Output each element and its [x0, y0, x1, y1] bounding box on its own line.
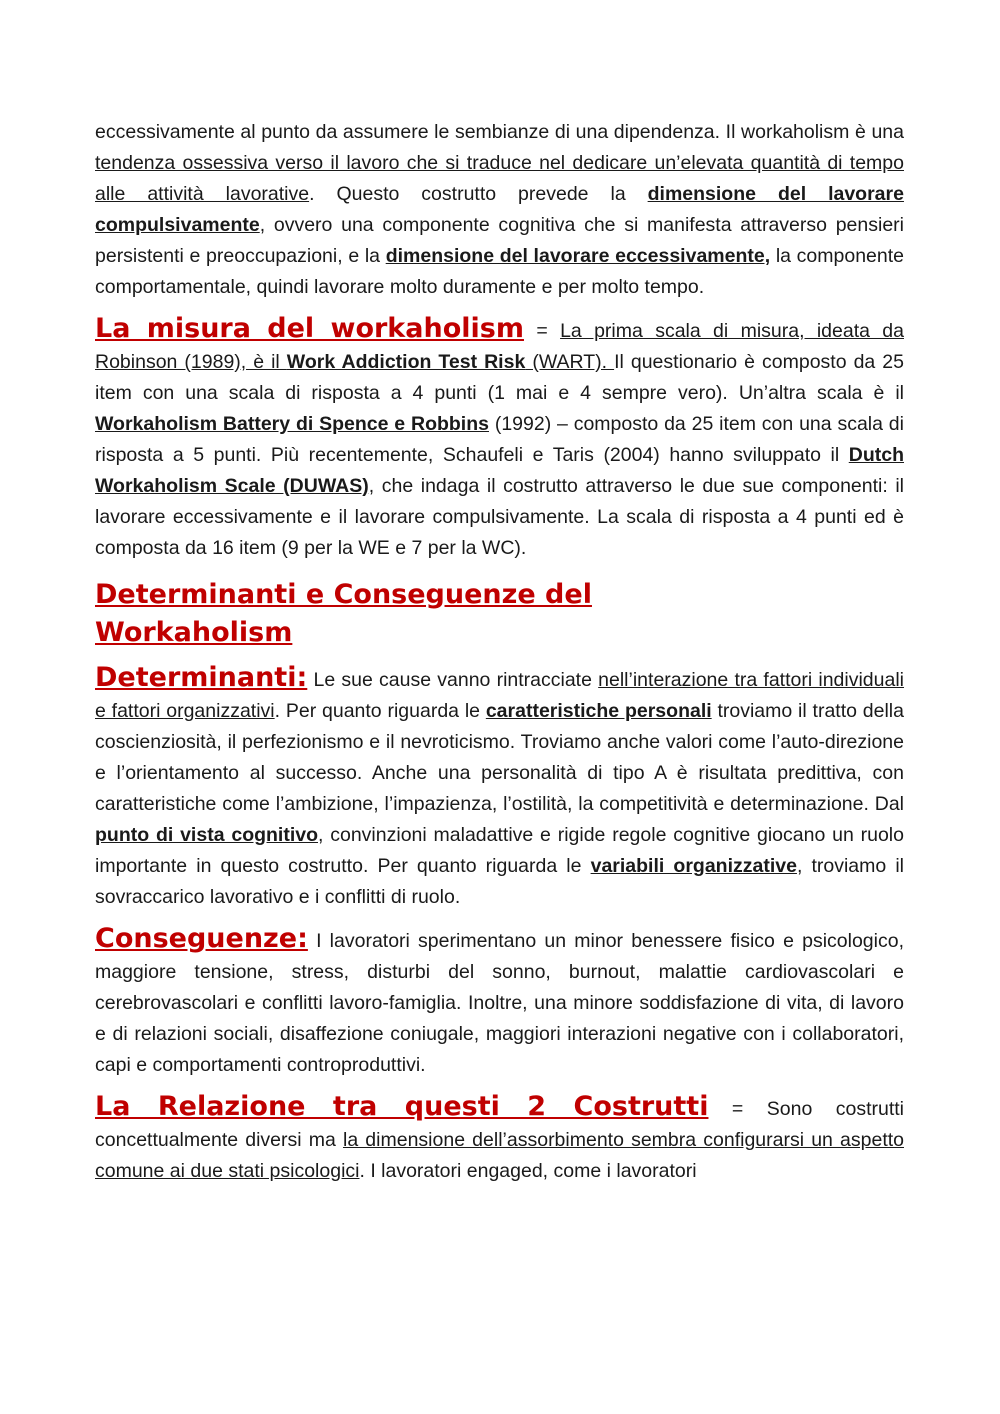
text-run: . I lavoratori engaged, come i lavoratori — [359, 1160, 697, 1182]
bold-underlined-term: dimensione del lavorare compulsivamente — [95, 183, 904, 236]
text-run: troviamo il tratto della coscienziosità, il perfezionismo e il nevroticismo. Troviamo anche valori come l’auto-direzione e l’orientamento al successo. Anche una personalità di tipo A è risultata predittiva, con caratteristiche come l’ambizione, l’impazienza, l’ostilità, la competitività e determinazione. Dal — [95, 700, 904, 815]
text-run: la componente comportamentale, quindi lavorare molto duramente e per molto tempo. — [95, 245, 905, 298]
heading-line: Workaholism — [95, 617, 293, 648]
section-heading-relationship: La Relazione tra questi 2 Costrutti — [95, 1091, 709, 1122]
underlined-text: la dimensione dell’assorbimento sembra configurarsi un aspetto comune ai due stati psicologici — [95, 1129, 904, 1182]
bold-underlined-term: caratteristiche personali — [485, 700, 712, 722]
paragraph-workaholism-measure — [95, 313, 904, 564]
text-run: , che indaga il costrutto attraverso le due sue componenti: il lavorare eccessivamente e il lavorare compulsivamente. La scala di risposta a 4 punti ed è composta da 16 item (9 per la WE e 7 per la WC). — [95, 475, 904, 559]
paragraph-determinants — [95, 662, 904, 913]
underlined-text: (WART). — [525, 351, 615, 373]
bold-underlined-term: dimensione del lavorare eccessivamente, — [385, 245, 771, 267]
section-heading-determinants: Determinanti: — [95, 662, 308, 693]
paragraph-workaholism-definition — [95, 117, 904, 303]
text-run: eccessivamente al punto da assumere le sembianze di una dipendenza. Il workaholism è una — [95, 121, 904, 143]
paragraph-consequences — [95, 923, 904, 1081]
underlined-text: La prima scala di misura, ideata da Robinson (1989), è il — [95, 320, 904, 373]
text-run: , ovvero una componente cognitiva che si manifesta attraverso pensieri persistenti e preoccupazioni, e la — [95, 214, 904, 267]
text-run: I lavoratori sperimentano un minor benessere fisico e psicologico, maggiore tensione, stress, disturbi del sonno, burnout, malattie cardiovascolari e cerebrovascolari e conflitti lavoro-famiglia. Inoltre, una minore soddisfazione di vita, di lavoro e di relazioni sociali, disaffezione coniugale, maggiori interazioni negative con i collaboratori, capi e comportamenti controproduttivi. — [95, 930, 904, 1076]
text-run: . Questo costrutto prevede la — [309, 183, 648, 205]
section-heading-consequences: Conseguenze: — [95, 923, 308, 954]
bold-underlined-term: variabili organizzative — [590, 855, 797, 877]
underlined-text: nell’interazione tra fattori individuali e fattori organizzativi — [95, 669, 905, 722]
text-run: . Per quanto riguarda le — [274, 700, 486, 722]
text-run: (1992) – composto da 25 item con una scala di risposta a 5 punti. Più recentemente, Schaufeli e Taris (2004) hanno sviluppato il — [95, 413, 904, 466]
section-heading-measure: La misura del workaholism — [95, 313, 524, 344]
text-run: = — [523, 320, 561, 342]
bold-underlined-term: Work Addiction Test Risk — [286, 351, 526, 373]
underlined-text: tendenza ossessiva verso il lavoro che si traduce nel dedicare un’elevata quantità di tempo alle attività lavorative — [95, 152, 904, 205]
text-run: , troviamo il sovraccarico lavorativo e i conflitti di ruolo. — [95, 855, 904, 908]
text-run: = Sono costrutti concettualmente diversi ma — [95, 1098, 905, 1151]
bold-underlined-term: Workaholism Battery di Spence e Robbins — [95, 413, 489, 435]
text-run: Il questionario è composto da 25 item con una scala di risposta a 4 punti (1 mai e 4 sempre vero). Un’altra scala è il — [95, 351, 904, 404]
section-heading-determinants-consequences — [95, 576, 904, 652]
bold-underlined-term: punto di vista cognitivo — [95, 824, 319, 846]
text-run: Le sue cause vanno rintracciate — [307, 669, 599, 691]
text-run: , convinzioni maladattive e rigide regole cognitive giocano un ruolo importante in questo costrutto. Per quanto riguarda le — [95, 824, 904, 877]
heading-line: Determinanti e Conseguenze del — [95, 579, 592, 610]
paragraph-relationship — [95, 1091, 904, 1187]
document-body — [95, 117, 904, 1197]
bold-underlined-term: Dutch Workaholism Scale (DUWAS) — [95, 444, 904, 497]
